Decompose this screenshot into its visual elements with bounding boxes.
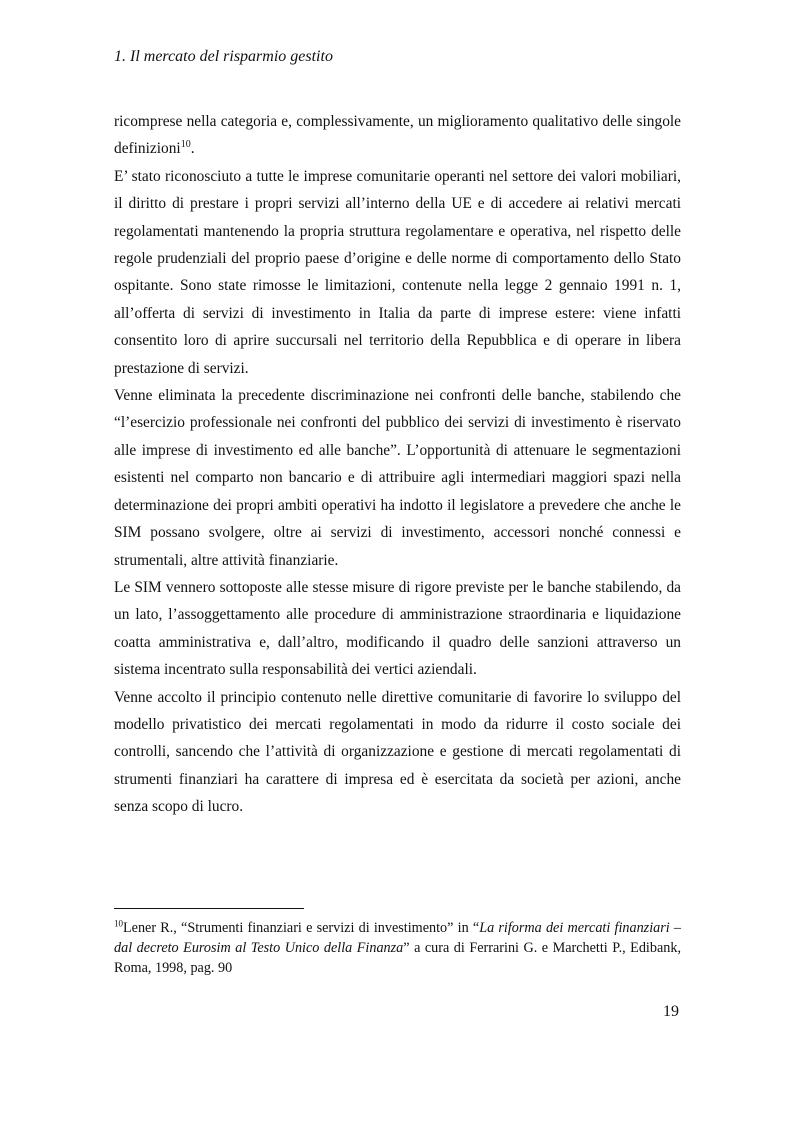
running-header: 1. Il mercato del risparmio gestito [114,48,333,65]
page-number: 19 [663,1003,679,1020]
paragraph: Venne eliminata la precedente discriminazione nei confronti delle banche, stabilendo che “l’esercizio professionale nei confronti del pubblico dei servizi di investimento è riservato alle imprese di investimento ed alle banche”. L’opportunità di attenuare le segmentazioni esistenti nel comparto non bancario e di attribuire agli intermediari maggiori spazi nella determinazione dei propri ambiti operativi ha indotto il legislatore a prevedere che anche le SIM possano svolgere, oltre ai servizi di investimento, accessori nonché connessi e strumentali, altre attività finanziarie. [114,387,681,569]
paragraph: Le SIM vennero sottoposte alle stesse misure di rigore previste per le banche stabilendo, da un lato, l’assoggettamento alle procedure di amministrazione straordinaria e liquidazione coatta amministrativa e, dall’altro, modificando il quadro delle sanzioni attraverso un sistema incentrato sulla responsabilità dei vertici aziendali. [114,578,681,679]
footnote-text-tail: ” a cura di Ferrarini G. e Marchetti P., Edibank, Roma, 1998, pag. 90 [114,940,681,976]
paragraph-text: ricomprese nella categoria e, complessivamente, un miglioramento qualitativo delle singole definizioni [114,113,681,158]
paragraph: E’ stato riconosciuto a tutte le imprese comunitarie operanti nel settore dei valori mobiliari, il diritto di prestare i propri servizi all’interno della UE e di accedere ai relativi mercati regolamentati mantenendo la propria struttura regolamentare e operativa, nel rispetto delle regole prudenziali del proprio paese d’origine e delle norme di comportamento dello Stato ospitante. Sono state rimosse le limitazioni, contenute nella legge 2 gennaio 1991 n. 1, all’offerta di servizi di investimento in Italia da parte di imprese estere: viene infatti consentito loro di aprire succursali nel territorio della Repubblica e di operare in libera prestazione di servizi. [114,167,681,377]
footnote-cited-title: La riforma dei mercati finanziari – dal decreto Eurosim al Testo Unico della Finanza [114,920,681,956]
paragraph-end: . [190,140,195,158]
footnote [114,918,681,978]
footnote-number: 10 [114,918,123,929]
footnote-separator [114,908,304,909]
paragraph [114,108,681,163]
paragraph: Venne accolto il principio contenuto nelle direttive comunitarie di favorire lo sviluppo del modello privatistico dei mercati regolamentati in modo da ridurre il costo sociale dei controlli, sancendo che l’attività di organizzazione e gestione di mercati regolamentati di strumenti finanziari ha carattere di impresa ed è esercitata da società per azioni, anche senza scopo di lucro. [114,688,681,816]
body-text [114,108,681,821]
footnote-reference[interactable]: 10 [180,139,191,151]
footnote-text: Lener R., “Strumenti finanziari e servizi di investimento” in “ [123,920,480,936]
